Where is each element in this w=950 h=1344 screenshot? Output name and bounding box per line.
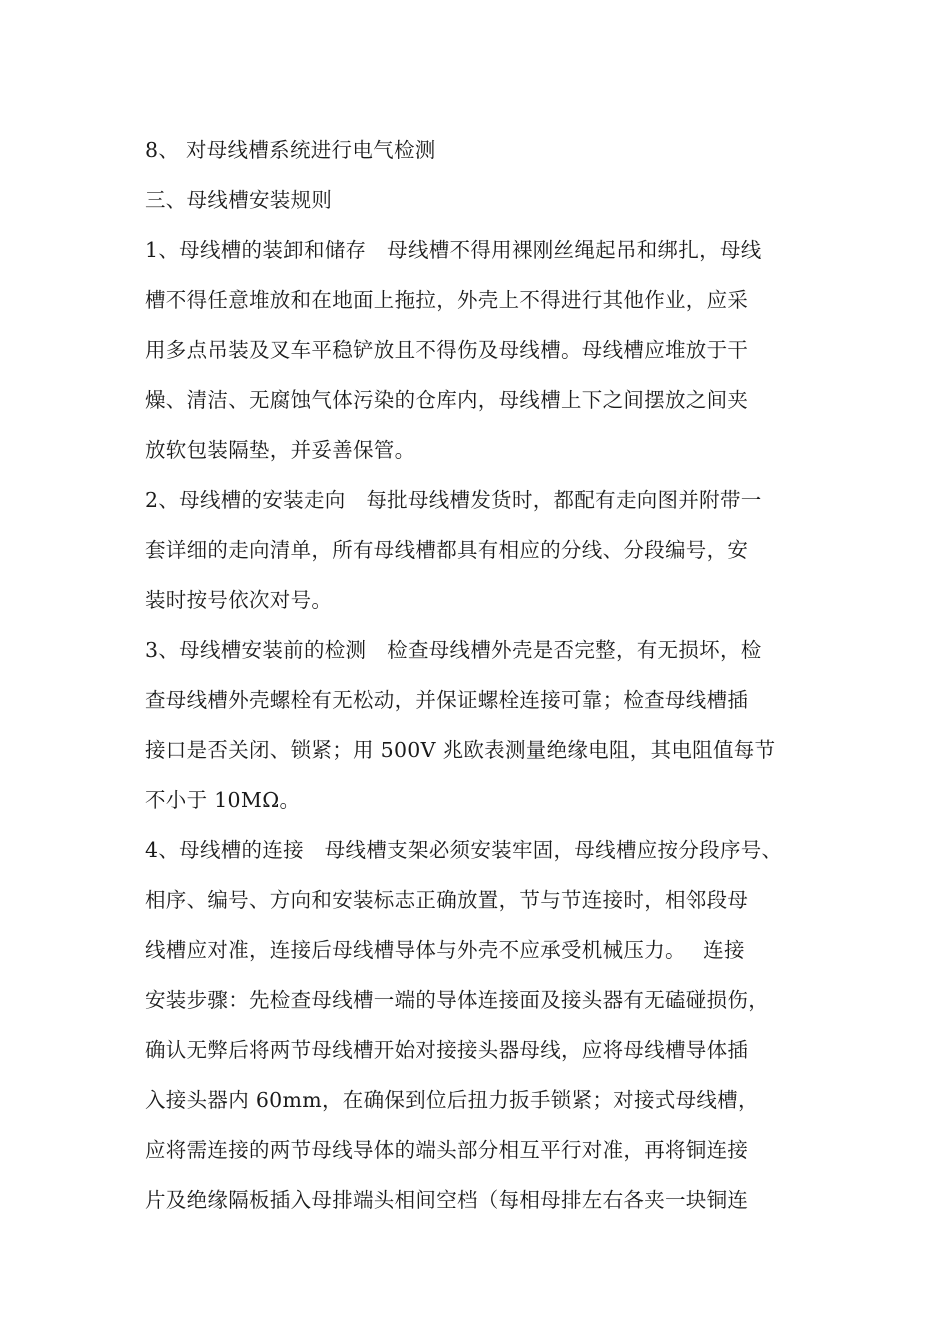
- text-line: 燥、清洁、无腐蚀气体污染的仓库内，母线槽上下之间摆放之间夹: [145, 388, 749, 412]
- text-line: 相序、编号、方向和安装标志正确放置，节与节连接时，相邻段母: [145, 888, 749, 912]
- text-line: 查母线槽外壳螺栓有无松动，并保证螺栓连接可靠；检查母线槽插: [145, 688, 749, 712]
- text-line: 放软包装隔垫，并妥善保管。: [145, 438, 416, 462]
- text-line: 线槽应对准，连接后母线槽导体与外壳不应承受机械压力。 连接: [145, 938, 745, 962]
- text-line: 4、母线槽的连接 母线槽支架必须安装牢固，母线槽应按分段序号、: [145, 838, 783, 862]
- text-line: 槽不得任意堆放和在地面上拖拉，外壳上不得进行其他作业，应采: [145, 288, 749, 312]
- text-line: 确认无弊后将两节母线槽开始对接接头器母线，应将母线槽导体插: [145, 1038, 749, 1062]
- text-line: 1、母线槽的装卸和储存 母线槽不得用裸刚丝绳起吊和绑扎，母线: [145, 238, 762, 262]
- text-line: 8、 对母线槽系统进行电气检测: [145, 138, 436, 162]
- text-line: 套详细的走向清单，所有母线槽都具有相应的分线、分段编号，安: [145, 538, 749, 562]
- text-line: 接口是否关闭、锁紧；用 500V 兆欧表测量绝缘电阻，其电阻值每节: [145, 738, 776, 762]
- text-line: 不小于 10MΩ。: [145, 788, 301, 812]
- text-line: 安装步骤：先检查母线槽一端的导体连接面及接头器有无磕碰损伤，: [145, 988, 769, 1012]
- text-line: 装时按号依次对号。: [145, 588, 333, 612]
- text-line: 用多点吊装及叉车平稳铲放且不得伤及母线槽。母线槽应堆放于干: [145, 338, 749, 362]
- text-line: 3、母线槽安装前的检测 检查母线槽外壳是否完整，有无损坏，检: [145, 638, 762, 662]
- text-line: 应将需连接的两节母线导体的端头部分相互平行对准，再将铜连接: [145, 1138, 749, 1162]
- text-line: 入接头器内 60mm，在确保到位后扭力扳手锁紧；对接式母线槽，: [145, 1088, 759, 1112]
- text-line: 三、母线槽安装规则: [145, 188, 333, 212]
- text-line: 片及绝缘隔板插入母排端头相间空档（每相母排左右各夹一块铜连: [145, 1188, 749, 1212]
- text-line: 2、母线槽的安装走向 每批母线槽发货时，都配有走向图并附带一: [145, 488, 762, 512]
